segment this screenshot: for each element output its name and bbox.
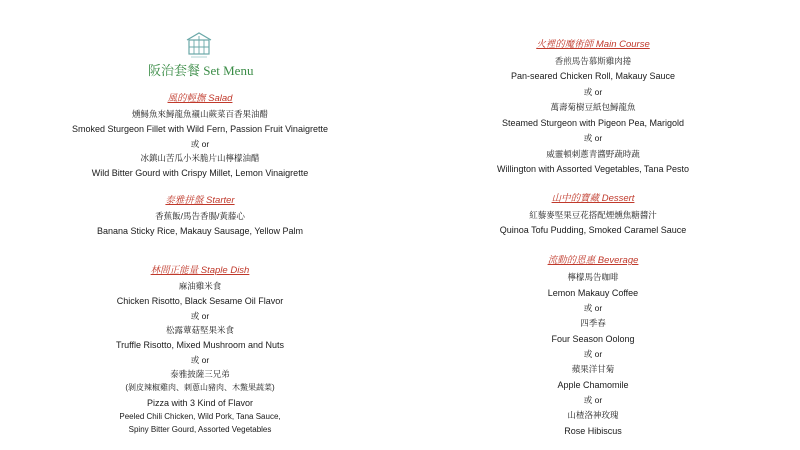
staple-or-separator-2: 或 or — [190, 355, 210, 365]
salad-option-1-en: Smoked Sturgeon Fillet with Wild Fern, Passion Fruit Vinaigrette — [72, 124, 328, 134]
beverage-or-separator-2: 或 or — [583, 349, 603, 359]
main-option-3-en: Willington with Assorted Vegetables, Tana Pesto — [497, 164, 689, 174]
salad-option-2-zh: 冰鎮山苦瓜小米脆片山檸檬油醋 — [140, 153, 260, 163]
beverage-or-separator-1: 或 or — [583, 303, 603, 313]
main-or-separator-2: 或 or — [583, 133, 603, 143]
staple-option-1-zh: 麻油雞米食 — [178, 281, 222, 291]
dessert-heading: 山中的寶藏 Dessert — [551, 193, 635, 204]
salad-option-1-zh: 燻鱘魚來鱘龍魚襯山蕨菜百香果油醋 — [131, 109, 268, 119]
beverage-option-2-zh: 四季春 — [580, 318, 606, 328]
staple-option-2-en: Truffle Risotto, Mixed Mushroom and Nuts — [115, 340, 285, 350]
beverage-option-4-en: Rose Hibiscus — [564, 426, 622, 436]
staple-option-3-en-detail-1: Peeled Chili Chicken, Wild Pork, Tana Sauce, — [119, 412, 281, 421]
main-option-2-en: Steamed Sturgeon with Pigeon Pea, Marigold — [501, 118, 685, 128]
beverage-option-2-en: Four Season Oolong — [551, 334, 635, 344]
beverage-or-separator-3: 或 or — [583, 395, 603, 405]
main-option-2-zh: 萬壽菊樹豆紙包鱘龍魚 — [550, 102, 636, 112]
dessert-zh: 紅藜麥堅果豆花搭配煙燻焦糖醬汁 — [529, 210, 657, 220]
menu-title: 阪治套餐 Set Menu — [148, 63, 254, 78]
starter-heading: 泰雅拼盤 Starter — [165, 195, 235, 206]
beverage-option-3-en: Apple Chamomile — [557, 380, 629, 390]
salad-or-separator: 或 or — [190, 139, 210, 149]
beverage-heading: 流動的恩惠 Beverage — [547, 255, 639, 266]
staple-option-3-zh-detail: (剝皮辣椒雞肉、刺蔥山豬肉、木鱉果蔬菜) — [125, 383, 275, 392]
beverage-option-3-zh: 蘋果洋甘菊 — [571, 364, 615, 374]
staple-option-2-zh: 松露蕈菇堅果米食 — [165, 325, 234, 335]
main-course-heading: 火裡的魔術師 Main Course — [536, 39, 650, 50]
staple-heading: 林間正能量 Staple Dish — [150, 265, 250, 276]
dessert-en: Quinoa Tofu Pudding, Smoked Caramel Sauce — [499, 225, 687, 235]
staple-option-3-en-detail-2: Spiny Bitter Gourd, Assorted Vegetables — [128, 425, 272, 434]
beverage-option-1-zh: 檸檬馬告咖啡 — [567, 272, 619, 282]
staple-option-3-en: Pizza with 3 Kind of Flavor — [146, 398, 254, 408]
staple-option-3-zh: 泰雅披薩三兄弟 — [170, 369, 230, 379]
salad-heading: 風的輕撫 Salad — [167, 93, 233, 104]
main-option-1-en: Pan-seared Chicken Roll, Makauy Sauce — [510, 71, 676, 81]
greenhouse-logo-icon — [185, 30, 213, 60]
salad-option-2-en: Wild Bitter Gourd with Crispy Millet, Lemon Vinaigrette — [91, 168, 309, 178]
starter-en: Banana Sticky Rice, Makauy Sausage, Yellow Palm — [96, 226, 304, 236]
main-or-separator-1: 或 or — [583, 87, 603, 97]
beverage-option-4-zh: 山楂洛神玫瑰 — [567, 410, 619, 420]
beverage-option-1-en: Lemon Makauy Coffee — [547, 288, 639, 298]
starter-zh: 香蕉飯/馬告香腸/黃藤心 — [155, 211, 245, 221]
staple-or-separator-1: 或 or — [190, 311, 210, 321]
main-option-1-zh: 香煎馬告慕斯雞肉捲 — [554, 56, 632, 66]
main-option-3-zh: 威靈頓刺蔥青醬野蔬時蔬 — [546, 149, 640, 159]
staple-option-1-en: Chicken Risotto, Black Sesame Oil Flavor — [116, 296, 284, 306]
